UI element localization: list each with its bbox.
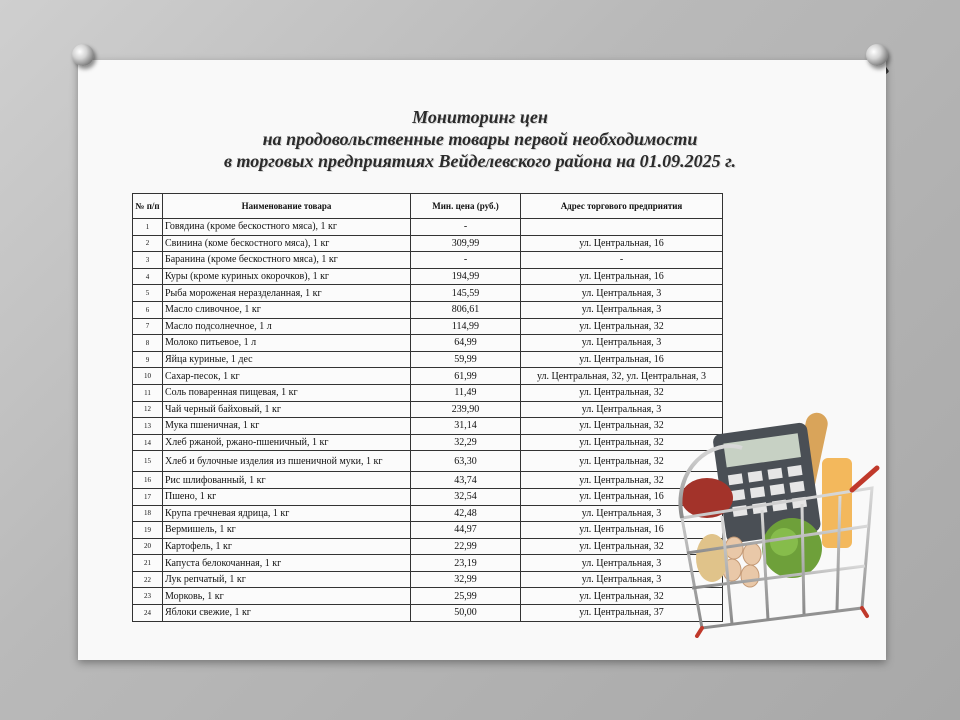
row-address: ул. Центральная, 32 bbox=[521, 434, 723, 451]
row-address: - bbox=[521, 252, 723, 269]
row-num: 22 bbox=[133, 571, 163, 588]
table-row bbox=[133, 285, 723, 302]
row-num: 1 bbox=[133, 219, 163, 236]
row-address: ул. Центральная, 3 bbox=[521, 335, 723, 352]
row-product-name: Свинина (коме бескостного мяса), 1 кг bbox=[163, 235, 411, 252]
row-address: ул. Центральная, 3 bbox=[521, 505, 723, 522]
table-row bbox=[133, 605, 723, 622]
row-num: 21 bbox=[133, 555, 163, 572]
title-line-2: на продовольственные товары первой необходимости bbox=[262, 129, 698, 149]
row-min-price: 32,29 bbox=[411, 434, 521, 451]
row-min-price: 44,97 bbox=[411, 522, 521, 539]
row-product-name: Баранина (кроме бескостного мяса), 1 кг bbox=[163, 252, 411, 269]
row-num: 9 bbox=[133, 351, 163, 368]
row-num: 6 bbox=[133, 301, 163, 318]
row-address: ул. Центральная, 3 bbox=[521, 401, 723, 418]
row-product-name: Хлеб ржаной, ржано-пшеничный, 1 кг bbox=[163, 434, 411, 451]
row-min-price: 42,48 bbox=[411, 505, 521, 522]
row-product-name: Морковь, 1 кг bbox=[163, 588, 411, 605]
price-table bbox=[132, 193, 723, 622]
row-num: 14 bbox=[133, 434, 163, 451]
row-min-price: 145,59 bbox=[411, 285, 521, 302]
row-num: 17 bbox=[133, 488, 163, 505]
row-num: 15 bbox=[133, 451, 163, 472]
row-min-price: 63,30 bbox=[411, 451, 521, 472]
row-product-name: Лук репчатый, 1 кг bbox=[163, 571, 411, 588]
row-address: ул. Центральная, 32, ул. Центральная, 3 bbox=[521, 368, 723, 385]
title-line-3: в торговых предприятиях Вейделевского района на 01.09.2025 г. bbox=[223, 151, 737, 171]
bottle-icon bbox=[822, 458, 852, 548]
push-pin-icon bbox=[866, 44, 888, 66]
row-address: ул. Центральная, 37 bbox=[521, 605, 723, 622]
row-min-price: 61,99 bbox=[411, 368, 521, 385]
row-product-name: Капуста белокочанная, 1 кг bbox=[163, 555, 411, 572]
row-min-price: - bbox=[411, 219, 521, 236]
row-min-price: 59,99 bbox=[411, 351, 521, 368]
row-address: ул. Центральная, 32 bbox=[521, 418, 723, 435]
row-product-name: Чай черный байховый, 1 кг bbox=[163, 401, 411, 418]
row-address: ул. Центральная, 16 bbox=[521, 235, 723, 252]
title-line-1: Мониторинг цен bbox=[412, 107, 548, 127]
row-num: 3 bbox=[133, 252, 163, 269]
row-address: ул. Центральная, 16 bbox=[521, 488, 723, 505]
row-min-price: 31,14 bbox=[411, 418, 521, 435]
row-address: ул. Центральная, 32 bbox=[521, 318, 723, 335]
table-row bbox=[133, 505, 723, 522]
table-row bbox=[133, 451, 723, 472]
header-address: Адрес торгового предприятия bbox=[521, 194, 723, 219]
row-product-name: Молоко питьевое, 1 л bbox=[163, 335, 411, 352]
table-row bbox=[133, 401, 723, 418]
table-row bbox=[133, 434, 723, 451]
table-row bbox=[133, 522, 723, 539]
header-price: Мин. цена (руб.) bbox=[411, 194, 521, 219]
table-row bbox=[133, 351, 723, 368]
row-min-price: 22,99 bbox=[411, 538, 521, 555]
header-name: Наименование товара bbox=[163, 194, 411, 219]
row-num: 18 bbox=[133, 505, 163, 522]
row-product-name: Пшено, 1 кг bbox=[163, 488, 411, 505]
row-min-price: 309,99 bbox=[411, 235, 521, 252]
row-address: ул. Центральная, 16 bbox=[521, 268, 723, 285]
table-row bbox=[133, 571, 723, 588]
row-num: 4 bbox=[133, 268, 163, 285]
row-address: ул. Центральная, 32 bbox=[521, 472, 723, 489]
table-row bbox=[133, 418, 723, 435]
row-address: ул. Центральная, 32 bbox=[521, 588, 723, 605]
table-row bbox=[133, 368, 723, 385]
row-min-price: 114,99 bbox=[411, 318, 521, 335]
row-min-price: 25,99 bbox=[411, 588, 521, 605]
table-row bbox=[133, 555, 723, 572]
row-address: ул. Центральная, 3 bbox=[521, 301, 723, 318]
row-product-name: Мука пшеничная, 1 кг bbox=[163, 418, 411, 435]
table-row bbox=[133, 268, 723, 285]
row-product-name: Крупа гречневая ядрица, 1 кг bbox=[163, 505, 411, 522]
row-num: 12 bbox=[133, 401, 163, 418]
row-product-name: Рыба мороженая неразделанная, 1 кг bbox=[163, 285, 411, 302]
row-address: ул. Центральная, 16 bbox=[521, 351, 723, 368]
row-num: 10 bbox=[133, 368, 163, 385]
row-min-price: 64,99 bbox=[411, 335, 521, 352]
row-min-price: 11,49 bbox=[411, 384, 521, 401]
row-address: ул. Центральная, 3 bbox=[521, 571, 723, 588]
table-body bbox=[133, 219, 723, 622]
row-num: 16 bbox=[133, 472, 163, 489]
table-row bbox=[133, 301, 723, 318]
table-row bbox=[133, 318, 723, 335]
row-product-name: Масло сливочное, 1 кг bbox=[163, 301, 411, 318]
row-min-price: 32,99 bbox=[411, 571, 521, 588]
row-min-price: 50,00 bbox=[411, 605, 521, 622]
table-row bbox=[133, 219, 723, 236]
row-address: ул. Центральная, 3 bbox=[521, 285, 723, 302]
row-num: 7 bbox=[133, 318, 163, 335]
row-num: 23 bbox=[133, 588, 163, 605]
row-product-name: Масло подсолнечное, 1 л bbox=[163, 318, 411, 335]
row-min-price: 194,99 bbox=[411, 268, 521, 285]
row-product-name: Сахар-песок, 1 кг bbox=[163, 368, 411, 385]
table-row bbox=[133, 472, 723, 489]
row-min-price: - bbox=[411, 252, 521, 269]
row-address: ул. Центральная, 32 bbox=[521, 451, 723, 472]
row-product-name: Говядина (кроме бескостного мяса), 1 кг bbox=[163, 219, 411, 236]
table-row bbox=[133, 235, 723, 252]
row-address: ул. Центральная, 32 bbox=[521, 538, 723, 555]
page-title bbox=[150, 106, 810, 172]
row-product-name: Яйца куриные, 1 дес bbox=[163, 351, 411, 368]
row-address: ул. Центральная, 3 bbox=[521, 555, 723, 572]
row-min-price: 23,19 bbox=[411, 555, 521, 572]
row-num: 19 bbox=[133, 522, 163, 539]
row-num: 13 bbox=[133, 418, 163, 435]
table-header-row bbox=[133, 194, 723, 219]
row-min-price: 43,74 bbox=[411, 472, 521, 489]
row-product-name: Картофель, 1 кг bbox=[163, 538, 411, 555]
row-address: ул. Центральная, 16 bbox=[521, 522, 723, 539]
row-product-name: Яблоки свежие, 1 кг bbox=[163, 605, 411, 622]
row-address: ул. Центральная, 32 bbox=[521, 384, 723, 401]
row-num: 24 bbox=[133, 605, 163, 622]
grocery-basket-illustration bbox=[672, 408, 882, 638]
row-num: 2 bbox=[133, 235, 163, 252]
table-row bbox=[133, 538, 723, 555]
row-num: 20 bbox=[133, 538, 163, 555]
table-row bbox=[133, 335, 723, 352]
row-min-price: 806,61 bbox=[411, 301, 521, 318]
row-num: 8 bbox=[133, 335, 163, 352]
row-product-name: Рис шлифованный, 1 кг bbox=[163, 472, 411, 489]
table-row bbox=[133, 252, 723, 269]
row-address bbox=[521, 219, 723, 236]
row-product-name: Куры (кроме куриных окорочков), 1 кг bbox=[163, 268, 411, 285]
table-row bbox=[133, 488, 723, 505]
header-num: № п/п bbox=[133, 194, 163, 219]
table-row bbox=[133, 384, 723, 401]
row-product-name: Хлеб и булочные изделия из пшеничной муки, 1 кг bbox=[163, 451, 411, 472]
row-num: 11 bbox=[133, 384, 163, 401]
row-num: 5 bbox=[133, 285, 163, 302]
row-min-price: 239,90 bbox=[411, 401, 521, 418]
row-product-name: Соль поваренная пищевая, 1 кг bbox=[163, 384, 411, 401]
push-pin-icon bbox=[72, 44, 94, 66]
row-min-price: 32,54 bbox=[411, 488, 521, 505]
table-row bbox=[133, 588, 723, 605]
row-product-name: Вермишель, 1 кг bbox=[163, 522, 411, 539]
